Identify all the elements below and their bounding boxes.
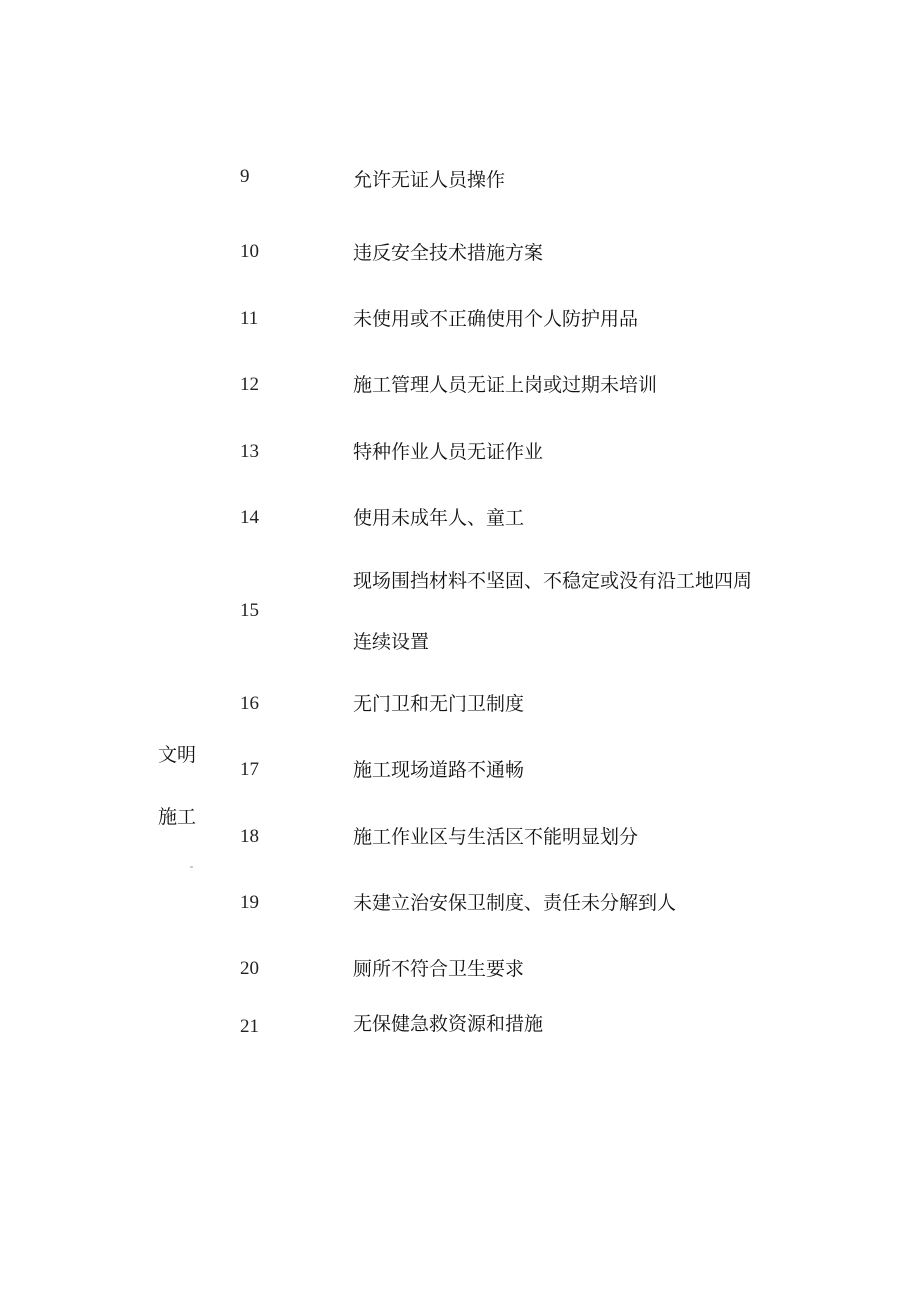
category-label: 文明 xyxy=(158,744,197,766)
row-text: 施工管理人员无证上岗或过期未培训 xyxy=(353,374,658,396)
row-number: 19 xyxy=(240,892,259,913)
row-number: 20 xyxy=(240,958,259,979)
row-text-continuation: 连续设置 xyxy=(353,631,430,653)
scan-speck xyxy=(190,866,193,868)
row-number: 18 xyxy=(240,826,259,847)
row-text: 厕所不符合卫生要求 xyxy=(353,958,525,980)
row-number: 12 xyxy=(240,374,259,395)
row-number: 17 xyxy=(240,759,259,780)
row-text: 未建立治安保卫制度、责任未分解到人 xyxy=(353,892,677,914)
row-number: 15 xyxy=(240,600,259,621)
row-number: 14 xyxy=(240,507,259,528)
category-label: 施工 xyxy=(158,806,197,828)
row-number: 10 xyxy=(240,241,259,262)
row-text: 允许无证人员操作 xyxy=(353,169,506,191)
row-text: 特种作业人员无证作业 xyxy=(353,441,544,463)
row-text: 无门卫和无门卫制度 xyxy=(353,693,525,715)
row-text: 使用未成年人、童工 xyxy=(353,507,525,529)
row-text: 施工现场道路不通畅 xyxy=(353,759,525,781)
row-number: 16 xyxy=(240,693,259,714)
row-number: 13 xyxy=(240,441,259,462)
row-text: 施工作业区与生活区不能明显划分 xyxy=(353,826,639,848)
row-number: 11 xyxy=(240,308,259,329)
row-text: 违反安全技术措施方案 xyxy=(353,242,544,264)
row-number: 21 xyxy=(240,1016,259,1037)
row-text: 未使用或不正确使用个人防护用品 xyxy=(353,308,639,330)
row-text: 现场围挡材料不坚固、不稳定或没有沿工地四周 xyxy=(353,570,753,592)
row-number: 9 xyxy=(240,166,250,187)
row-text: 无保健急救资源和措施 xyxy=(353,1013,544,1035)
